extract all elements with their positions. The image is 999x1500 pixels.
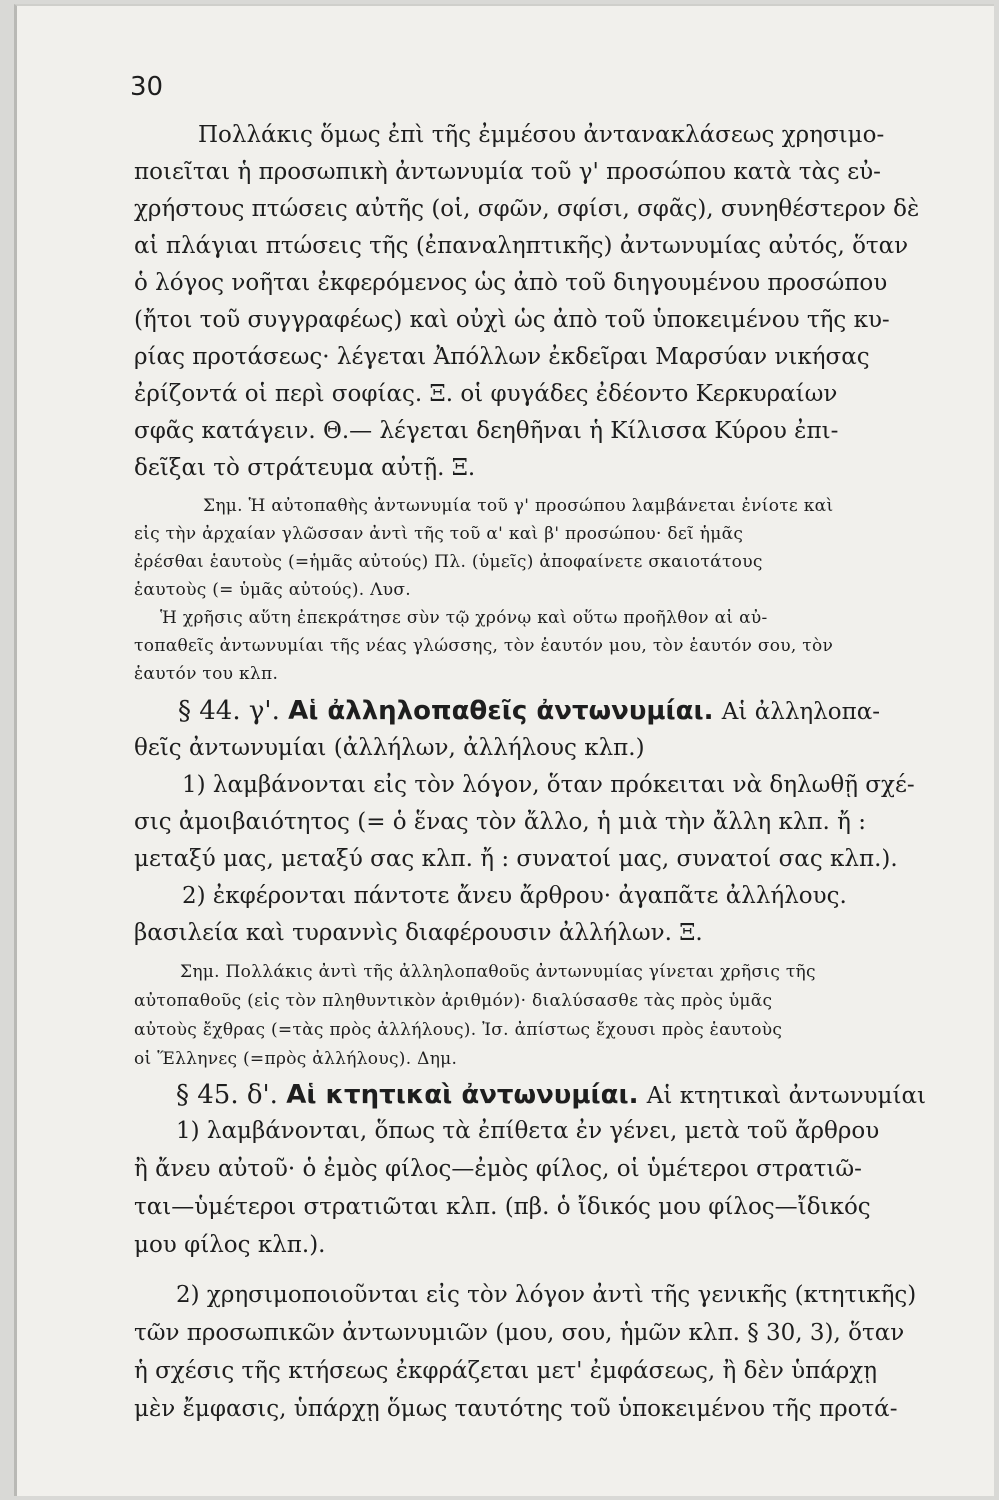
text-line: μου φίλος κλπ.). <box>134 1232 326 1258</box>
note-line: αὐτοπαθοῦς (εἰς τὸν πληθυντικὸν ἀριθμόν)· διαλύσασθε τὰς πρὸς ὑμᾶς <box>134 991 773 1011</box>
text-line: 1) λαμβάνονται, ὅπως τὰ ἐπίθετα ἐν γένει, μετὰ τοῦ ἄρθρου <box>176 1118 880 1144</box>
text-line: θεῖς ἀντωνυμίαι (ἀλλήλων, ἀλλήλους κλπ.) <box>134 735 645 761</box>
text-line: ἡ σχέσις τῆς κτήσεως ἐκφράζεται μετ' ἐμφάσεως, ἢ δὲν ὑπάρχῃ <box>134 1358 877 1384</box>
text-line: ρίας προτάσεως· λέγεται Ἀπόλλων ἐκδεῖραι Μαρσύαν νικήσας <box>134 344 870 370</box>
text-line: ποιεῖται ἡ προσωπικὴ ἀντωνυμία τοῦ γ' προσώπου κατὰ τὰς εὐ- <box>134 159 881 185</box>
section-title: Αἱ ἀλληλοπαθεῖς ἀντωνυμίαι. <box>288 696 714 726</box>
section-45-heading <box>176 1080 926 1110</box>
text-line: σφᾶς κατάγειν. Θ.— λέγεται δεηθῆναι ἡ Κίλισσα Κύρου ἐπι- <box>134 418 839 444</box>
note-line: Σημ. Πολλάκις ἀντὶ τῆς ἀλληλοπαθοῦς ἀντωνυμίας γίνεται χρῆσις τῆς <box>180 962 816 982</box>
text-line: ἢ ἄνευ αὐτοῦ· ὁ ἐμὸς φίλος—ἐμὸς φίλος, οἱ ὑμέτεροι στρατιῶ- <box>134 1156 862 1182</box>
text-line: μὲν ἔμφασις, ὑπάρχῃ ὅμως ταυτότης τοῦ ὑποκειμένου τῆς προτά- <box>134 1396 898 1422</box>
text-line: σις ἀμοιβαιότητος (= ὁ ἕνας τὸν ἄλλο, ἡ μιὰ τὴν ἄλλη κλπ. ἤ : <box>134 809 867 835</box>
section-number: § 45. δ'. <box>176 1080 278 1110</box>
section-lead: Αἱ κτητικαὶ ἀντωνυμίαι <box>646 1083 927 1109</box>
note-line: αὐτοὺς ἔχθρας (=τὰς πρὸς ἀλλήλους). Ἰσ. ἀπίστως ἔχουσι πρὸς ἑαυτοὺς <box>134 1020 783 1040</box>
text-line: ὁ λόγος νοῆται ἐκφερόμενος ὡς ἀπὸ τοῦ διηγουμένου προσώπου <box>134 270 888 296</box>
text-line: δεῖξαι τὸ στράτευμα αὐτῇ. Ξ. <box>134 455 476 481</box>
note-line: ἑαυτοὺς (= ὑμᾶς αὐτούς). Λυσ. <box>134 580 411 600</box>
section-lead: Αἱ ἀλληλοπα- <box>721 699 881 725</box>
note-line: Σημ. Ἡ αὐτοπαθὴς ἀντωνυμία τοῦ γ' προσώπου λαμβάνεται ἐνίοτε καὶ <box>203 496 834 516</box>
page-number: 30 <box>130 72 164 102</box>
note-line: ἐρέσθαι ἑαυτοὺς (=ἡμᾶς αὐτούς) Πλ. (ὑμεῖς) ἀποφαίνετε σκαιοτάτους <box>134 552 763 572</box>
text-line: Πολλάκις ὅμως ἐπὶ τῆς ἐμμέσου ἀντανακλάσεως χρησιμο- <box>198 122 885 148</box>
text-line: (ἤτοι τοῦ συγγραφέως) καὶ οὐχὶ ὡς ἀπὸ τοῦ ὑποκειμένου τῆς κυ- <box>134 307 890 333</box>
section-number: § 44. γ'. <box>178 696 280 726</box>
note-line: Ἡ χρῆσις αὕτη ἐπεκράτησε σὺν τῷ χρόνῳ καὶ οὕτω προῆλθον αἱ αὐ- <box>160 608 768 628</box>
section-title: Αἱ κτητικαὶ ἀντωνυμίαι. <box>286 1080 639 1110</box>
text-line: βασιλεία καὶ τυραννὶς διαφέρουσιν ἀλλήλων. Ξ. <box>134 920 703 946</box>
text-line: ἐρίζοντά οἱ περὶ σοφίας. Ξ. οἱ φυγάδες ἐδέοντο Κερκυραίων <box>134 381 838 407</box>
text-line: ται—ὑμέτεροι στρατιῶται κλπ. (πβ. ὁ ἴδικός μου φίλος—ἴδικός <box>134 1194 871 1220</box>
note-line: ἑαυτόν του κλπ. <box>134 664 279 684</box>
text-line: τῶν προσωπικῶν ἀντωνυμιῶν (μου, σου, ἡμῶν κλπ. § 30, 3), ὅταν <box>134 1320 905 1346</box>
text-line: μεταξύ μας, μεταξύ σας κλπ. ἤ : συνατοί μας, συνατοί σας κλπ.). <box>134 846 898 872</box>
text-line: 2) χρησιμοποιοῦνται εἰς τὸν λόγον ἀντὶ τῆς γενικῆς (κτητικῆς) <box>176 1282 917 1308</box>
note-line: εἰς τὴν ἀρχαίαν γλῶσσαν ἀντὶ τῆς τοῦ α' καὶ β' προσώπου· δεῖ ἡμᾶς <box>134 524 744 544</box>
text-line: αἱ πλάγιαι πτώσεις τῆς (ἐπαναληπτικῆς) ἀντωνυμίας αὐτός, ὅταν <box>134 233 909 259</box>
text-line: 2) ἐκφέρονται πάντοτε ἄνευ ἄρθρου· ἀγαπᾶτε ἀλλήλους. <box>182 883 847 909</box>
note-line: οἱ Ἕλληνες (=πρὸς ἀλλήλους). Δημ. <box>134 1049 458 1069</box>
text-line: χρήστους πτώσεις αὐτῆς (οἱ, σφῶν, σφίσι, σφᾶς), συνηθέστερον δὲ <box>134 196 920 222</box>
note-line: τοπαθεῖς ἀντωνυμίαι τῆς νέας γλώσσης, τὸν ἑαυτόν μου, τὸν ἑαυτόν σου, τὸν <box>134 636 834 656</box>
text-line: 1) λαμβάνονται εἰς τὸν λόγον, ὅταν πρόκειται νὰ δηλωθῇ σχέ- <box>182 772 915 798</box>
section-44-heading <box>178 696 880 726</box>
